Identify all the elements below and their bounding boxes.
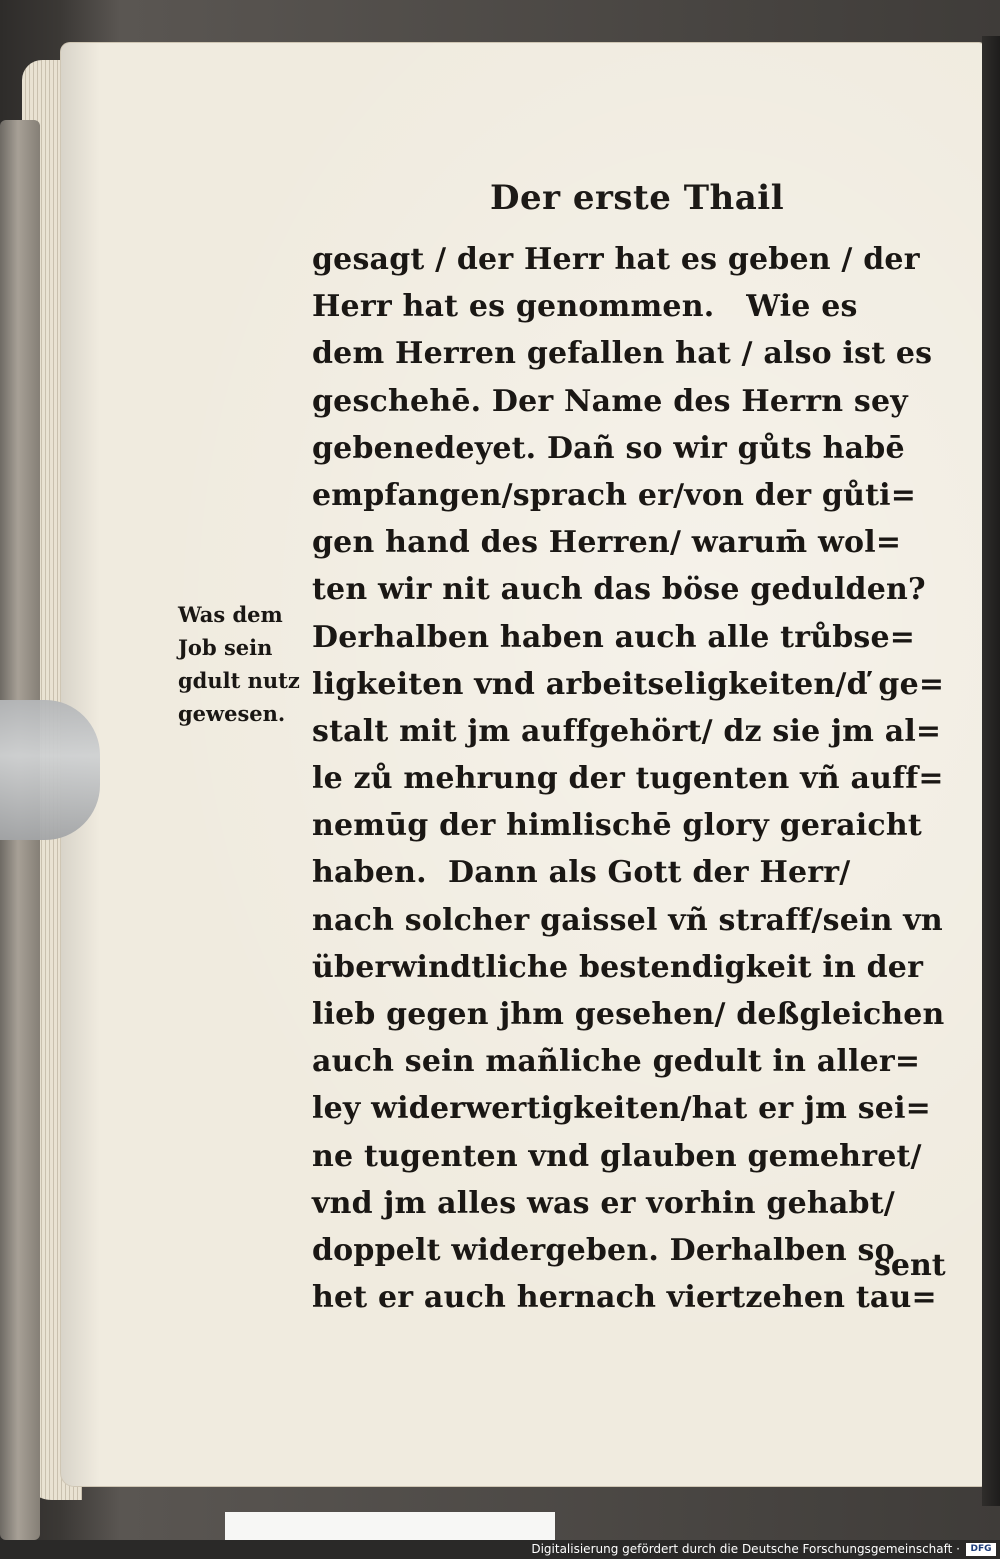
text-line: ten wir nit auch das böse gedulden?	[312, 572, 926, 608]
text-line: het er auch hernach viertzehen tau=	[312, 1280, 937, 1316]
text-line: ne tugenten vnd glauben gemehret/	[312, 1138, 922, 1174]
text-line: empfangen/sprach er/von der gůti=	[312, 477, 917, 513]
text-line: geschehē. Der Name des Herrn sey	[312, 383, 908, 419]
text-line: doppelt widergeben. Derhalben so	[312, 1232, 895, 1268]
text-line: stalt mit jm auffgehört/ dz sie jm al=	[312, 713, 942, 749]
text-line: gesagt / der Herr hat es geben / der	[312, 242, 920, 277]
text-line: haben. Dann als Gott der Herr/	[312, 855, 851, 891]
text-line: lieb gegen jhm gesehen/ deßgleichen	[312, 997, 945, 1032]
running-head: Der erste Thail	[490, 178, 785, 218]
text-line: ley widerwertigkeiten/hat er jm sei=	[312, 1091, 932, 1127]
text-line: auch sein mañliche gedult in aller=	[312, 1044, 921, 1080]
margin-note-line: gdult nutz	[178, 668, 300, 693]
footer-credit: Digitalisierung gefördert durch die Deutsche Forschungsgemeinschaft ·	[531, 1542, 960, 1556]
margin-note	[178, 598, 318, 730]
text-line: ligkeiten vnd arbeitseligkeiten/ď ge=	[312, 666, 945, 702]
page-right-edge	[982, 36, 1000, 1506]
text-line: gen hand des Herren/ warum̄ wol=	[312, 525, 902, 561]
bookmark-tab	[0, 700, 100, 840]
text-line: überwindtliche bestendigkeit in der	[312, 949, 924, 985]
catchword: sent	[874, 1248, 946, 1283]
margin-note-line: Was dem	[178, 602, 283, 627]
main-text	[312, 236, 945, 1321]
dfg-logo: DFG	[966, 1543, 996, 1556]
text-line: nach solcher gaissel vñ straff/sein vn	[312, 902, 943, 938]
footer-credit-text: Digitalisierung gefördert durch die Deutsche Forschungsgemeinschaft	[531, 1542, 953, 1556]
text-line: Derhalben haben auch alle trůbse=	[312, 619, 916, 655]
text-line: Herr hat es genommen. Wie es	[312, 289, 858, 325]
text-line: gebenedeyet. Dañ so wir gůts habē	[312, 430, 905, 466]
text-line: vnd jm alles was er vorhin gehabt/	[312, 1185, 895, 1221]
text-line: dem Herren gefallen hat / also ist es	[312, 336, 933, 372]
margin-note-line: gewesen.	[178, 701, 286, 726]
text-line: le zů mehrung der tugenten vñ auff=	[312, 761, 944, 797]
margin-note-line: Job sein	[178, 635, 273, 660]
text-line: nemūg der himlischē glory geraicht	[312, 808, 922, 844]
